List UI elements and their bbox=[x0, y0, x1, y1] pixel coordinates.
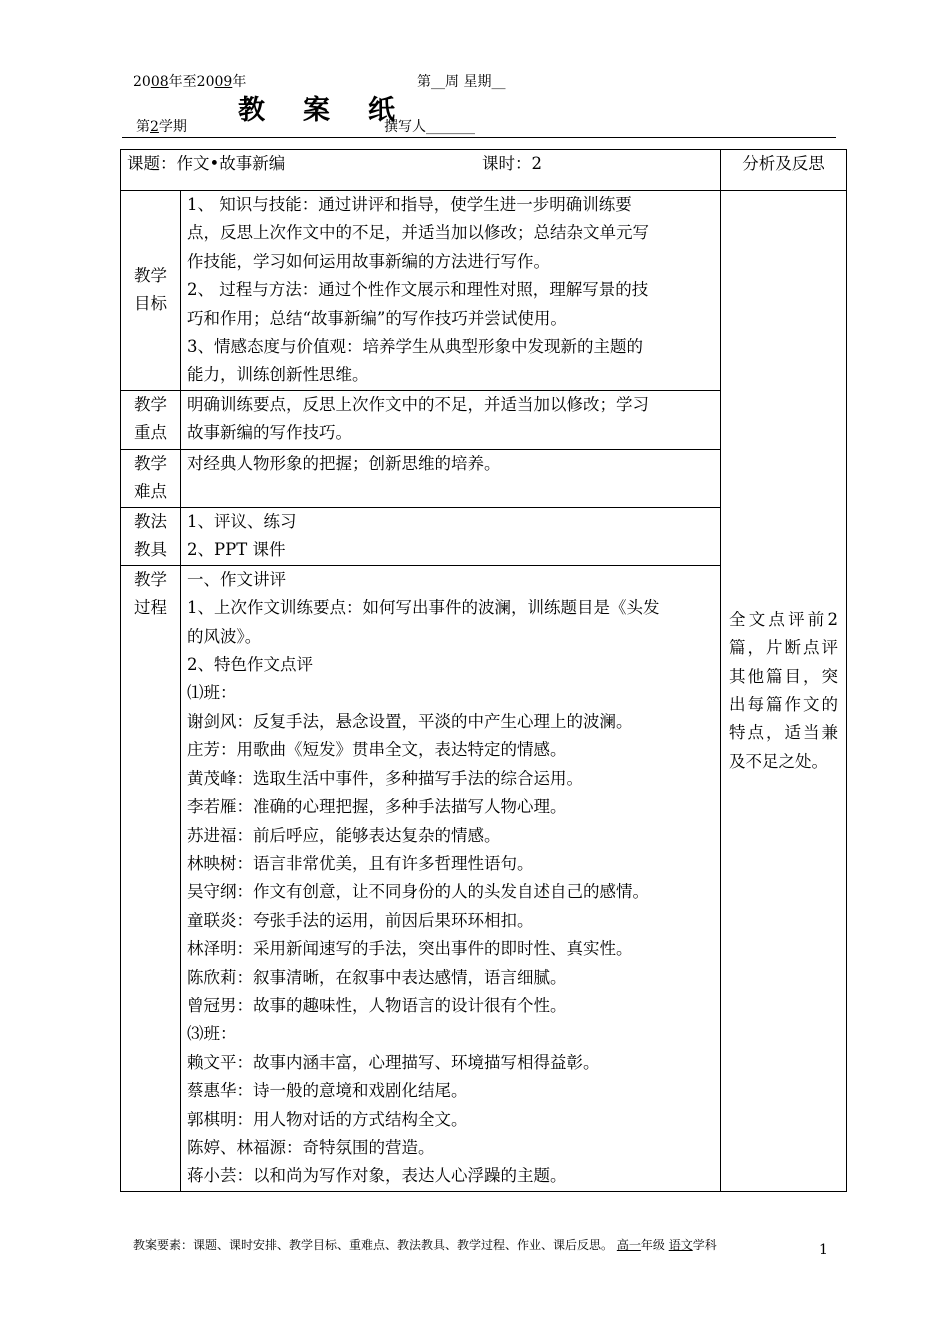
difficulties-content bbox=[181, 449, 721, 507]
content-line: ⑶班： bbox=[187, 1024, 237, 1044]
content-line: 2、 过程与方法：通过个性作文展示和理性对照，理解写景的技 bbox=[187, 280, 649, 300]
row-label-line: 教具 bbox=[134, 540, 167, 560]
year-mid: 年至20 bbox=[168, 74, 215, 90]
content-line: 1、评议、练习 bbox=[187, 511, 297, 531]
methods-content bbox=[181, 507, 721, 565]
week-day: 第__周 星期__ bbox=[417, 74, 506, 90]
content-line: 点，反思上次作文中的不足，并适当加以修改；总结杂文单元写 bbox=[187, 223, 649, 243]
content-line: 郭棋明：用人物对话的方式结构全文。 bbox=[187, 1109, 468, 1129]
methods-label bbox=[127, 508, 174, 565]
row-label-line: 目标 bbox=[134, 294, 167, 314]
content-line: 苏进福：前后呼应，能够表达复杂的情感。 bbox=[187, 825, 501, 845]
page-title: 教案纸 bbox=[238, 95, 433, 126]
content-line: 林映树：语言非常优美，且有许多哲理性语句。 bbox=[187, 853, 534, 873]
content-line: 蔡惠华：诗一般的意境和戏剧化结尾。 bbox=[187, 1081, 468, 1101]
class-hours: 课时：2 bbox=[482, 154, 542, 173]
reflection-cell bbox=[721, 191, 847, 1192]
topic-cell bbox=[121, 150, 721, 191]
objectives-content bbox=[181, 191, 721, 391]
footer-grade-suffix: 年级 bbox=[640, 1238, 665, 1252]
semester-suffix: 学期 bbox=[158, 119, 187, 135]
content-line: 蒋小芸：以和尚为写作对象，表达人心浮躁的主题。 bbox=[187, 1166, 567, 1186]
content-line: 赖文平：故事内涵丰富，心理描写、环境描写相得益彰。 bbox=[187, 1052, 600, 1072]
process-content bbox=[181, 565, 721, 1191]
difficulties-lines bbox=[187, 450, 714, 478]
content-line: 陈婷、林福源：奇特氛围的营造。 bbox=[187, 1137, 435, 1157]
row-label bbox=[121, 191, 181, 391]
lesson-plan-table bbox=[120, 149, 847, 1192]
reflection-heading: 分析及反思 bbox=[721, 150, 847, 191]
school-year bbox=[133, 73, 246, 91]
process-lines bbox=[187, 566, 714, 1191]
content-line: 对经典人物形象的把握；创新思维的培养。 bbox=[187, 453, 501, 473]
content-line: 曾冠男：故事的趣味性，人物语言的设计很有个性。 bbox=[187, 995, 567, 1015]
content-line: 故事新编的写作技巧。 bbox=[187, 423, 352, 443]
content-line: 陈欣莉：叙事清晰，在叙事中表达感情，语言细腻。 bbox=[187, 967, 567, 987]
key-points-content bbox=[181, 390, 721, 449]
content-line: 2、PPT 课件 bbox=[187, 540, 286, 560]
footer bbox=[133, 1236, 717, 1253]
content-line: 明确训练要点，反思上次作文中的不足，并适当加以修改；学习 bbox=[187, 394, 649, 414]
row-label-line: 过程 bbox=[134, 598, 167, 618]
methods-lines bbox=[187, 508, 714, 565]
content-line: 巧和作用；总结“故事新编”的写作技巧并尝试使用。 bbox=[187, 308, 567, 328]
content-line: 谢剑风：反复手法，悬念设置，平淡的中产生心理上的波澜。 bbox=[187, 711, 633, 731]
objectives-label bbox=[127, 262, 174, 319]
row-objectives bbox=[121, 191, 847, 391]
semester-number: 2 bbox=[150, 119, 159, 135]
author: 撰写人_______ bbox=[384, 119, 475, 135]
row-label-line: 教学 bbox=[134, 394, 167, 414]
content-line: 1、 知识与技能：通过讲评和指导，使学生进一步明确训练要 bbox=[187, 195, 632, 214]
footer-subject: 语文 bbox=[668, 1238, 693, 1252]
footer-subject-suffix: 学科 bbox=[692, 1238, 717, 1252]
row-label-line: 难点 bbox=[134, 482, 167, 502]
row-label bbox=[121, 565, 181, 1191]
content-line: 1、上次作文训练要点：如何写出事件的波澜，训练题目是《头发 bbox=[187, 598, 660, 618]
footer-grade: 高一 bbox=[616, 1238, 641, 1252]
reflection-text: 全文点评前2篇，片断点评其他篇目，突出每篇作文的特点，适当兼及不足之处。 bbox=[729, 609, 838, 771]
content-line: 吴守纲：作文有创意，让不同身份的人的头发自述自己的感情。 bbox=[187, 882, 649, 902]
content-line: 林泽明：采用新闻速写的手法，突出事件的即时性、真实性。 bbox=[187, 939, 633, 959]
year-start: 08 bbox=[150, 74, 169, 90]
content-line: 作技能，学习如何运用故事新编的方法进行写作。 bbox=[187, 251, 550, 271]
row-label-line: 教学 bbox=[134, 569, 167, 589]
content-line: 庄芳：用歌曲《短发》贯串全文，表达特定的情感。 bbox=[187, 740, 567, 760]
year-suffix: 年 bbox=[232, 74, 247, 90]
row-label-line: 教法 bbox=[134, 511, 167, 531]
difficulties-label bbox=[127, 450, 174, 507]
key-points-label bbox=[127, 391, 174, 448]
content-line: 黄茂峰：选取生活中事件，多种描写手法的综合运用。 bbox=[187, 768, 583, 788]
page-number: 1 bbox=[819, 1242, 828, 1258]
row-label-line: 教学 bbox=[134, 266, 167, 286]
footer-elements: 教案要素：课题、课时安排、教学目标、重难点、教法教具、教学过程、作业、课后反思。 bbox=[133, 1238, 614, 1252]
year-end: 09 bbox=[214, 74, 233, 90]
title-row bbox=[121, 150, 847, 191]
objectives-lines bbox=[187, 191, 714, 390]
row-label bbox=[121, 449, 181, 507]
header-rule bbox=[122, 137, 836, 138]
semester bbox=[136, 118, 187, 136]
topic: 课题：作文•故事新编 bbox=[127, 154, 286, 173]
row-label-line: 重点 bbox=[134, 423, 167, 443]
content-line: 一、作文讲评 bbox=[187, 569, 286, 589]
key-points-lines bbox=[187, 391, 714, 448]
semester-prefix: 第 bbox=[136, 119, 150, 135]
row-label-line: 教学 bbox=[134, 453, 167, 473]
content-line: ⑴班： bbox=[187, 683, 237, 703]
year-prefix: 20 bbox=[133, 74, 151, 90]
content-line: 能力，训练创新性思维。 bbox=[187, 365, 369, 385]
row-label bbox=[121, 507, 181, 565]
content-line: 3、情感态度与价值观：培养学生从典型形象中发现新的主题的 bbox=[187, 337, 643, 357]
content-line: 的风波》。 bbox=[187, 626, 262, 646]
process-label bbox=[127, 566, 174, 623]
content-line: 李若雁：准确的心理把握，多种手法描写人物心理。 bbox=[187, 797, 567, 817]
content-line: 童联炎：夸张手法的运用，前因后果环环相扣。 bbox=[187, 910, 534, 930]
content-line: 2、特色作文点评 bbox=[187, 655, 313, 675]
row-label bbox=[121, 390, 181, 449]
